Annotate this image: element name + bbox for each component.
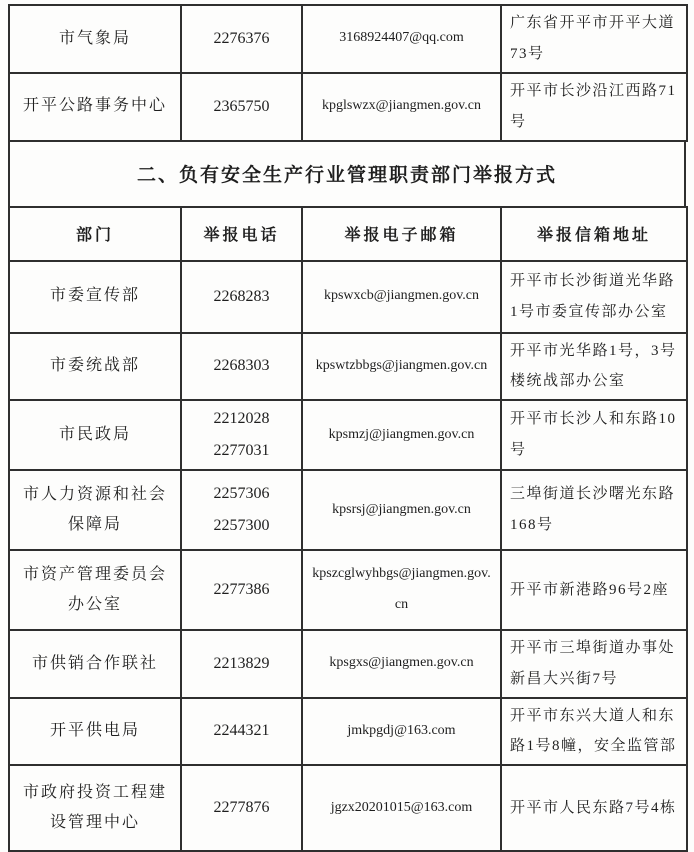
phone-cell (181, 261, 302, 333)
mail-address: 开平市长沙街道光华路1号市委宣传部办公室 (501, 261, 687, 333)
mail-address: 广东省开平市开平大道73号 (501, 5, 687, 73)
department-name: 市人力资源和社会保障局 (9, 470, 181, 550)
email-address: jgzx20201015@163.com (302, 765, 501, 851)
phone-number: 2257300 (188, 510, 295, 542)
header-phone: 举报电话 (181, 207, 302, 261)
header-address: 举报信箱地址 (501, 207, 687, 261)
department-name: 开平公路事务中心 (9, 73, 181, 141)
email-address: 3168924407@qq.com (302, 5, 501, 73)
header-email: 举报电子邮箱 (302, 207, 501, 261)
email-address: kpszcglwyhbgs@jiangmen.gov.cn (302, 550, 501, 630)
table-row (9, 765, 687, 851)
phone-number: 2257306 (188, 478, 295, 510)
phone-cell (181, 630, 302, 698)
table-row (9, 73, 687, 141)
email-address: kpsmzj@jiangmen.gov.cn (302, 400, 501, 470)
department-name: 市气象局 (9, 5, 181, 73)
mail-address: 开平市新港路96号2座 (501, 550, 687, 630)
email-address: jmkpgdj@163.com (302, 698, 501, 766)
mail-address: 开平市人民东路7号4栋 (501, 765, 687, 851)
table-row (9, 630, 687, 698)
header-department: 部门 (9, 207, 181, 261)
email-address: kpsgxs@jiangmen.gov.cn (302, 630, 501, 698)
mail-address: 开平市东兴大道人和东路1号8幢，安全监管部 (501, 698, 687, 766)
department-name: 市供销合作联社 (9, 630, 181, 698)
table-row (9, 333, 687, 401)
mail-address: 开平市长沙沿江西路71号 (501, 73, 687, 141)
table-row (9, 261, 687, 333)
phone-cell (181, 73, 302, 141)
department-name: 市委宣传部 (9, 261, 181, 333)
phone-cell (181, 698, 302, 766)
table-row (9, 5, 687, 73)
phone-cell (181, 765, 302, 851)
table-row (9, 470, 687, 550)
email-address: kpswxcb@jiangmen.gov.cn (302, 261, 501, 333)
phone-cell (181, 400, 302, 470)
mail-address: 开平市长沙人和东路10号 (501, 400, 687, 470)
email-address: kpglswzx@jiangmen.gov.cn (302, 73, 501, 141)
phone-cell (181, 333, 302, 401)
phone-number: 2277386 (188, 574, 295, 606)
table-row (9, 698, 687, 766)
phone-cell (181, 470, 302, 550)
phone-number: 2277876 (188, 792, 295, 824)
phone-number: 2213829 (188, 648, 295, 680)
phone-cell (181, 5, 302, 73)
table-general-departments (8, 4, 688, 142)
phone-number: 2244321 (188, 715, 295, 747)
section-title: 二、负有安全生产行业管理职责部门举报方式 (8, 140, 686, 208)
phone-number: 2268303 (188, 350, 295, 382)
department-name: 开平供电局 (9, 698, 181, 766)
phone-number: 2365750 (188, 91, 295, 123)
phone-number: 2276376 (188, 23, 295, 55)
mail-address: 三埠街道长沙曙光东路168号 (501, 470, 687, 550)
header-row (9, 207, 687, 261)
phone-number: 2268283 (188, 281, 295, 313)
department-name: 市政府投资工程建设管理中心 (9, 765, 181, 851)
department-name: 市民政局 (9, 400, 181, 470)
mail-address: 开平市三埠街道办事处新昌大兴街7号 (501, 630, 687, 698)
phone-number: 2212028 (188, 403, 295, 435)
department-name: 市委统战部 (9, 333, 181, 401)
phone-number: 2277031 (188, 435, 295, 467)
department-name: 市资产管理委员会办公室 (9, 550, 181, 630)
email-address: kpsrsj@jiangmen.gov.cn (302, 470, 501, 550)
phone-cell (181, 550, 302, 630)
email-address: kpswtzbbgs@jiangmen.gov.cn (302, 333, 501, 401)
table-row (9, 550, 687, 630)
table-industry-departments (8, 206, 688, 852)
mail-address: 开平市光华路1号，3号楼统战部办公室 (501, 333, 687, 401)
table-row (9, 400, 687, 470)
